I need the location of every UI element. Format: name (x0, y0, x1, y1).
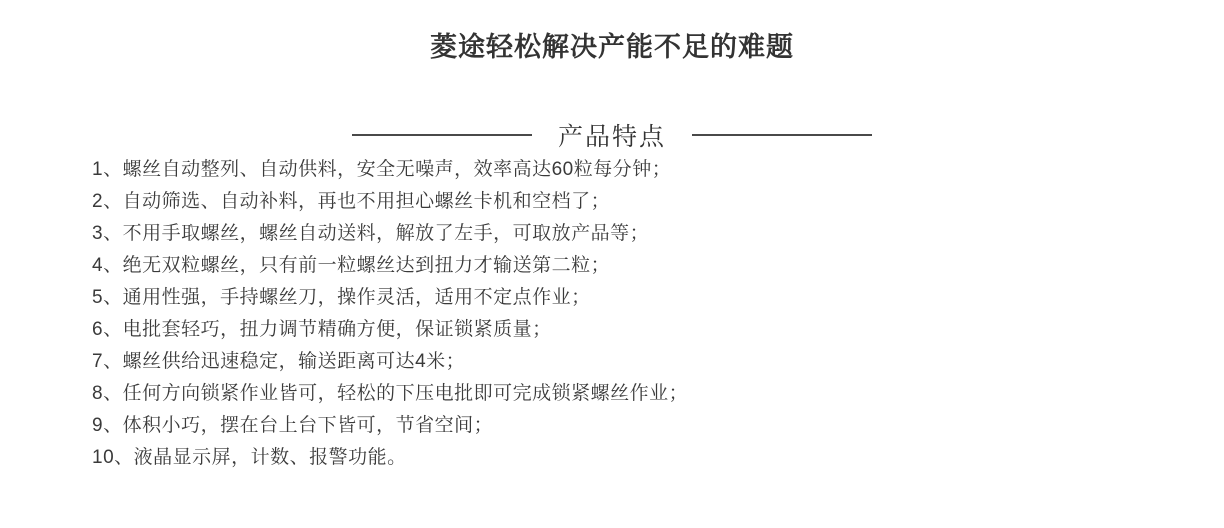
list-item: 1、螺丝自动整列、自动供料，安全无噪声，效率高达60粒每分钟； (92, 159, 672, 181)
list-item: 6、电批套轻巧，扭力调节精确方便，保证锁紧质量； (92, 319, 552, 341)
list-item: 5、通用性强，手持螺丝刀，操作灵活，适用不定点作业； (92, 287, 591, 309)
rule-right (692, 134, 872, 136)
list-item: 9、体积小巧，摆在台上台下皆可，节省空间； (92, 415, 494, 437)
page-title: 菱途轻松解决产能不足的难题 (430, 32, 794, 63)
product-features-page (0, 18, 1224, 528)
list-item: 3、不用手取螺丝，螺丝自动送料，解放了左手，可取放产品等； (92, 223, 650, 245)
list-item: 4、绝无双粒螺丝，只有前一粒螺丝达到扭力才输送第二粒； (92, 255, 611, 277)
list-item: 8、任何方向锁紧作业皆可，轻松的下压电批即可完成锁紧螺丝作业； (92, 383, 689, 405)
section-title: 产品特点 (557, 123, 666, 152)
section-header (0, 117, 1224, 153)
list-item: 7、螺丝供给迅速稳定，输送距离可达4米； (92, 351, 466, 373)
list-item: 2、自动筛选、自动补料，再也不用担心螺丝卡机和空档了； (92, 191, 611, 213)
list-item: 10、液晶显示屏，计数、报警功能。 (92, 447, 407, 469)
feature-list (92, 154, 1164, 474)
rule-left (352, 134, 532, 136)
